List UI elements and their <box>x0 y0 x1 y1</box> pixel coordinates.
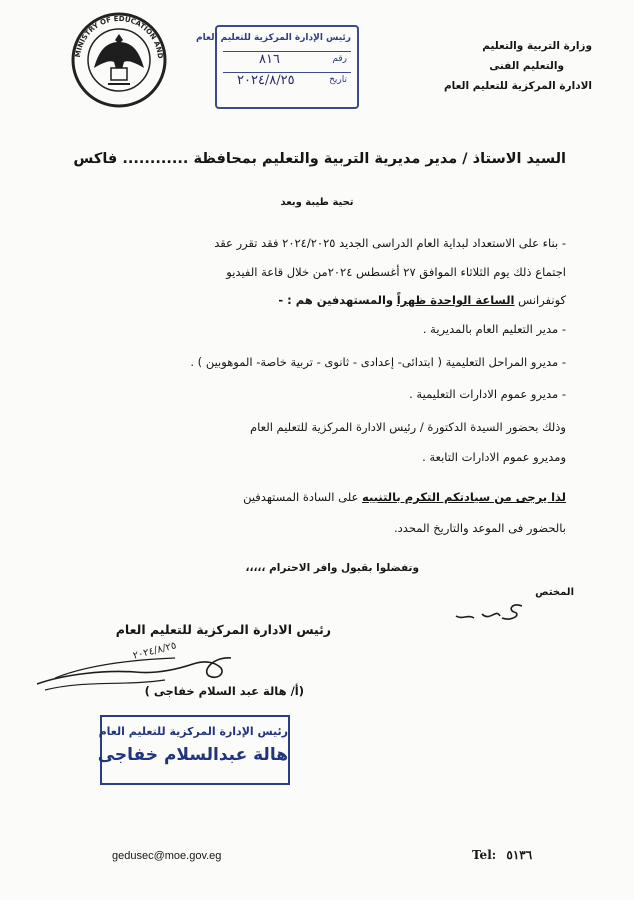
ministry-header <box>412 36 592 96</box>
official-name-stamp <box>97 715 290 785</box>
greeting: تحية طيبة وبعد <box>280 197 354 208</box>
request-line-2: بالحضور فى الموعد والتاريخ المحدد. <box>394 521 566 535</box>
target-item-2: - مديرو المراحل التعليمية ( ابتدائى- إعدادى - ثانوى - تربية خاصة- الموهوبين ) . <box>190 355 566 369</box>
footer-email: gedusec@moe.gov.eg <box>112 850 222 862</box>
incoming-stamp-date-row <box>223 72 351 91</box>
ministry-line-3: الادارة المركزية للتعليم العام <box>443 80 592 92</box>
targets-intro: والمستهدفين هم : - <box>278 293 394 307</box>
target-item-1: - مدير التعليم العام بالمديرية . <box>422 322 566 336</box>
target-item-3: - مديرو عموم الادارات التعليمية . <box>409 387 566 401</box>
footer-phone-label: Tel: <box>472 848 497 862</box>
incoming-stamp-date-label: تاريخ <box>329 75 347 85</box>
incoming-stamp <box>196 25 359 109</box>
incoming-stamp-number-label: رقم <box>332 54 347 64</box>
ministry-logo <box>64 12 174 108</box>
incoming-stamp-number-row <box>223 51 351 70</box>
specialist-signature-icon <box>452 598 532 628</box>
meeting-time: الساعة الواحدة ظهراً <box>396 293 515 307</box>
incoming-stamp-number: ٨١٦ <box>259 52 280 67</box>
request-line-1 <box>243 490 566 504</box>
signatory-name: (أ/ هالة عبد السلام خفاجى ) <box>144 684 304 698</box>
para1-line-3 <box>278 293 566 307</box>
ministry-line-1: وزارة التربية والتعليم <box>482 40 592 52</box>
para1-line-2: اجتماع ذلك يوم الثلاثاء الموافق ٢٧ أغسطس ٢٠٢٤من خلال قاعة الفيديو <box>226 265 566 279</box>
attendance-line-1: وذلك بحضور السيدة الدكتورة / رئيس الادارة المركزية للتعليم العام <box>250 420 566 434</box>
footer-phone <box>472 848 532 862</box>
incoming-stamp-title: رئيس الإدارة المركزية للتعليم العام <box>196 33 351 43</box>
para1-line-1: - بناء على الاستعداد لبداية العام الدراسى الجديد ٢٠٢٤/٢٠٢٥ فقد تقرر عقد <box>214 236 566 250</box>
official-stamp-name: هالة عبدالسلام خفاجى <box>97 745 288 765</box>
eagle-emblem-icon <box>94 34 144 84</box>
request-tail: على السادة المستهدفين <box>243 490 359 504</box>
ministry-line-2: والتعليم الفنى <box>489 60 564 72</box>
signatory-title: رئيس الادارة المركزية للتعليم العام <box>115 622 331 637</box>
closing: وتفضلوا بقبول وافر الاحترام ،،،،، <box>245 562 419 574</box>
footer-phone-number: ٥١٣٦ <box>506 848 533 862</box>
request-emphasis: لذا يرجى من سيادتكم التكرم بالتنبيه <box>362 490 566 504</box>
addressee: السيد الاستاذ / مدير مديرية التربية والتعليم بمحافظة ............ فاكس <box>73 151 566 167</box>
attendance-line-2: ومديرو عموم الادارات التابعة . <box>422 450 566 464</box>
incoming-stamp-date: ٢٠٢٤/٨/٢٥ <box>237 73 295 88</box>
para1-line-3-prefix: كونفرانس <box>518 293 566 307</box>
official-stamp-title: رئيس الإدارة المركزية للتعليم العام <box>98 725 288 738</box>
specialist-label: المختص <box>535 587 574 598</box>
logo-text: MINISTRY OF EDUCATION AND <box>73 14 165 60</box>
signature-date: ٢٠٢٤/٨/٢٥ <box>131 640 178 662</box>
